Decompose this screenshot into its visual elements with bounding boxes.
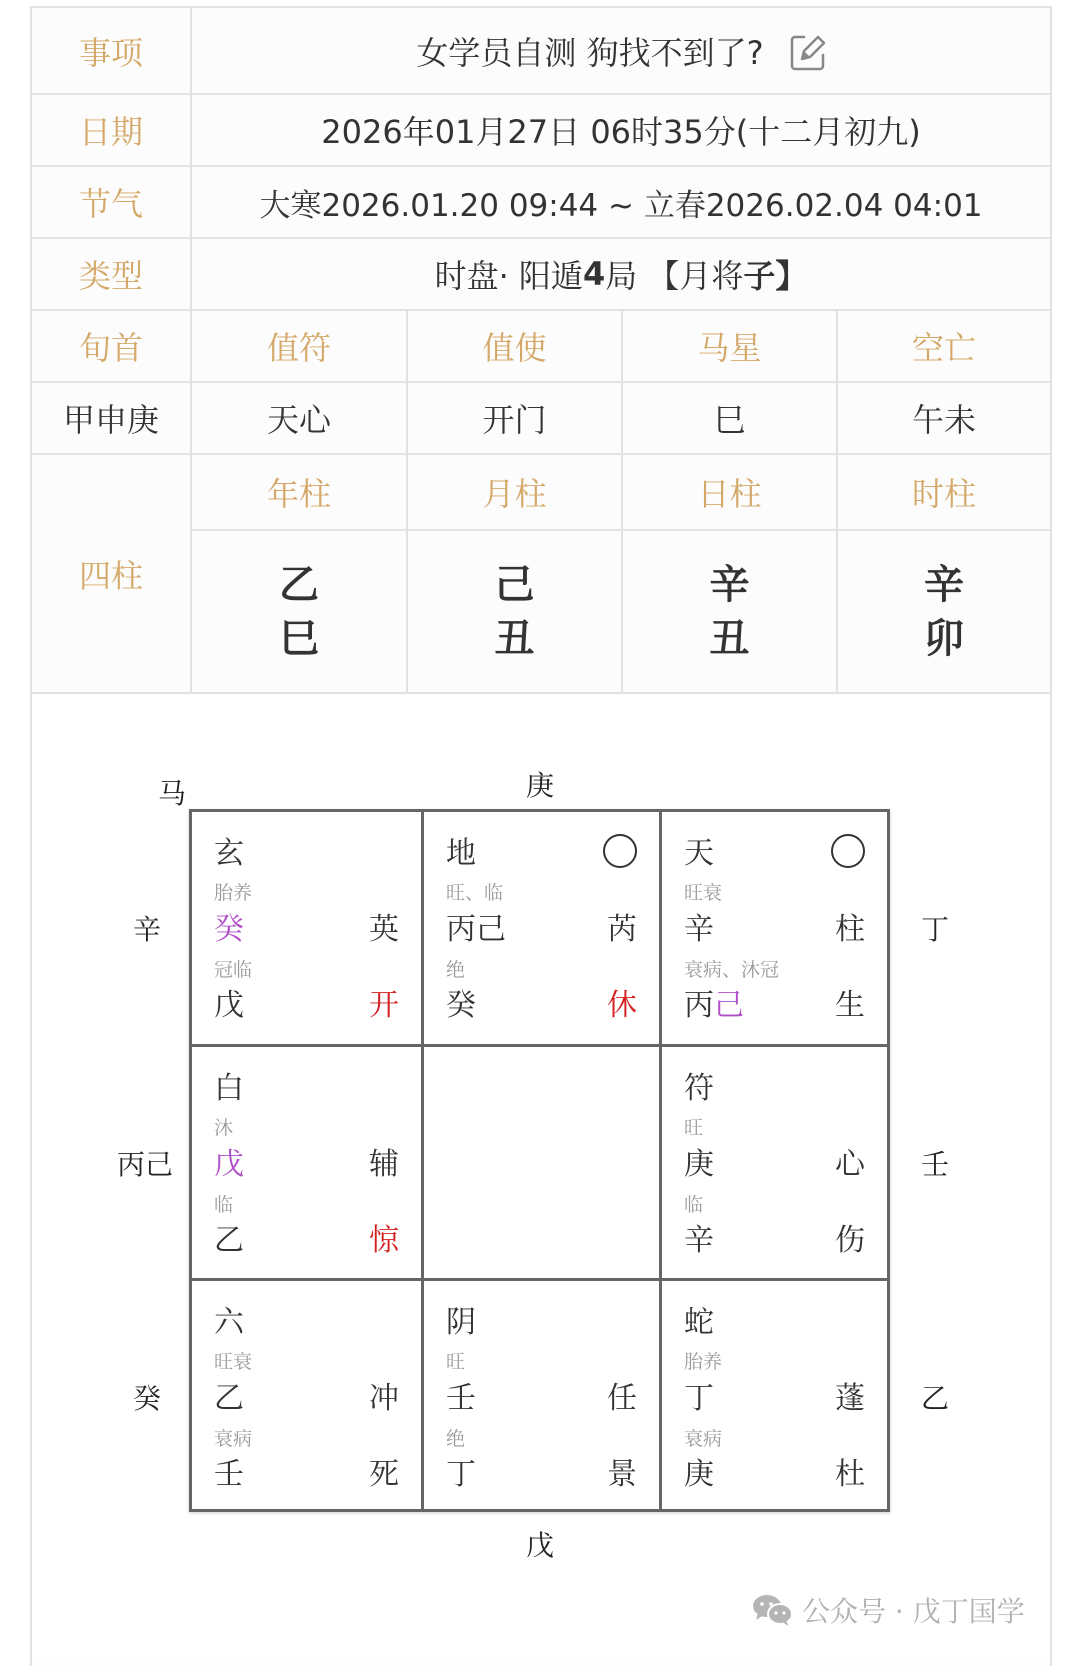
horse-marker: 马 (158, 777, 187, 810)
deity: 天 (684, 836, 714, 871)
earth-state: 绝 (446, 1428, 466, 1450)
heaven-state: 沐 (214, 1117, 234, 1139)
earth-state: 绝 (446, 959, 466, 981)
heaven-stem: 乙 (214, 1381, 244, 1416)
pillar-day (623, 531, 838, 694)
door: 惊 (369, 1223, 399, 1258)
ju-number: 4 (582, 255, 606, 293)
pillar-hour-stem: 辛 (924, 561, 964, 608)
pillar-day-stem: 辛 (709, 561, 750, 608)
earth-state: 衰病 (214, 1428, 253, 1450)
solar-term-label: 节气 (32, 167, 192, 239)
outer-right-stem-bottom: 乙 (921, 1382, 950, 1415)
outer-right-stem-top: 丁 (921, 913, 950, 946)
deity: 六 (214, 1305, 244, 1340)
kongwang-circle-icon (603, 834, 637, 868)
heaven-stem: 丁 (684, 1381, 714, 1416)
star: 冲 (369, 1381, 399, 1416)
heaven-state: 胎养 (684, 1351, 723, 1373)
star: 英 (369, 912, 399, 947)
header-kongwang: 空亡 (838, 311, 1052, 383)
pillar-header-hour: 时柱 (838, 455, 1052, 531)
door: 景 (607, 1457, 637, 1492)
deity: 地 (446, 836, 476, 871)
matter-value: 女学员自测 狗找不到了? (416, 33, 764, 72)
edit-icon[interactable] (790, 33, 826, 69)
earth-stem: 丙 (684, 988, 714, 1023)
pillar-month (408, 531, 623, 694)
heaven-state: 旺衰 (684, 882, 723, 904)
earth-stem: 丁 (446, 1457, 476, 1492)
pillar-year-stem: 乙 (279, 561, 319, 608)
heaven-state: 旺、临 (446, 882, 504, 904)
star: 柱 (835, 912, 865, 947)
deity: 蛇 (684, 1305, 714, 1340)
pillar-header-year: 年柱 (192, 455, 408, 531)
deity: 白 (214, 1071, 244, 1106)
outer-left-stem-mid: 丙己 (117, 1148, 174, 1181)
heaven-state: 旺衰 (214, 1351, 253, 1373)
pillar-day-branch: 丑 (709, 615, 750, 662)
earth-stem-2: 己 (714, 988, 744, 1023)
palace-xun[interactable] (192, 812, 421, 1044)
palace-dui[interactable] (662, 1047, 887, 1278)
heaven-stem: 壬 (446, 1381, 476, 1416)
matter-label: 事项 (32, 8, 192, 95)
pillar-year-branch: 巳 (279, 615, 319, 662)
door: 生 (835, 988, 865, 1023)
header-zhishi: 值使 (408, 311, 623, 383)
matter-value-cell (192, 8, 1052, 95)
star: 任 (607, 1381, 637, 1416)
earth-stem: 辛 (684, 1223, 714, 1258)
outer-left-stem-bottom: 癸 (133, 1382, 162, 1415)
value-zhishi: 开门 (408, 383, 623, 455)
pillar-month-branch: 丑 (494, 615, 535, 662)
door: 伤 (835, 1223, 865, 1258)
type-label: 类型 (32, 239, 192, 311)
type-prefix: 时盘· 阳遁 (434, 257, 583, 295)
palace-kun[interactable] (662, 812, 887, 1044)
heaven-stem: 庚 (684, 1147, 714, 1182)
outer-left-stem-top: 辛 (133, 913, 162, 946)
heaven-state: 旺 (446, 1351, 466, 1373)
kongwang-circle-icon (831, 834, 865, 868)
earth-stem: 乙 (214, 1223, 244, 1258)
star: 心 (835, 1147, 865, 1182)
pillar-hour-branch: 卯 (924, 615, 964, 662)
earth-stem: 庚 (684, 1457, 714, 1492)
deity: 阴 (446, 1305, 476, 1340)
pillar-header-day: 日柱 (623, 455, 838, 531)
earth-state: 冠临 (214, 959, 253, 981)
palace-qian[interactable] (662, 1281, 887, 1512)
watermark (752, 1590, 1025, 1630)
type-suffix: 】 (775, 257, 808, 295)
solar-term-value: 大寒2026.01.20 09:44 ~ 立春2026.02.04 04:01 (192, 167, 1052, 239)
heaven-state: 胎养 (214, 882, 253, 904)
earth-state: 衰病、沐冠 (684, 959, 780, 981)
star: 辅 (369, 1147, 399, 1182)
door: 杜 (835, 1457, 865, 1492)
palace-li[interactable] (424, 812, 659, 1044)
pillar-month-stem: 己 (494, 561, 535, 608)
palace-gen[interactable] (192, 1281, 421, 1512)
earth-stem: 癸 (446, 988, 476, 1023)
heaven-stem: 丙己 (446, 912, 506, 947)
deity: 符 (684, 1071, 714, 1106)
star: 芮 (607, 912, 637, 947)
earth-stem: 壬 (214, 1457, 244, 1492)
star: 蓬 (835, 1381, 865, 1416)
header-zhifu: 值符 (192, 311, 408, 383)
door: 开 (369, 988, 399, 1023)
value-zhifu: 天心 (192, 383, 408, 455)
deity: 玄 (214, 836, 244, 871)
palace-zhen[interactable] (192, 1047, 421, 1278)
pillar-hour (838, 531, 1052, 694)
date-value: 2026年01月27日 06时35分(十二月初九) (192, 95, 1052, 167)
heaven-state: 旺 (684, 1117, 704, 1139)
pillar-year (192, 531, 408, 694)
earth-state: 临 (214, 1194, 234, 1216)
earth-state: 临 (684, 1194, 704, 1216)
outer-bottom-stem: 戊 (526, 1529, 555, 1562)
value-maxing: 巳 (623, 383, 838, 455)
yue-jiang: 子 (743, 257, 776, 295)
watermark-text: 公众号 · 戊丁国学 (802, 1595, 1025, 1628)
header-maxing: 马星 (623, 311, 838, 383)
door: 休 (607, 988, 637, 1023)
header-xunshou: 旬首 (32, 311, 192, 383)
palace-kan[interactable] (424, 1281, 659, 1512)
type-value (192, 239, 1052, 311)
door: 死 (369, 1457, 399, 1492)
date-label: 日期 (32, 95, 192, 167)
value-kongwang: 午未 (838, 383, 1052, 455)
palace-center (424, 1047, 659, 1278)
heaven-stem: 辛 (684, 912, 714, 947)
qimen-board (189, 809, 890, 1512)
four-pillars-label: 四柱 (32, 455, 192, 694)
earth-state: 衰病 (684, 1428, 723, 1450)
wechat-icon (752, 1593, 794, 1627)
type-mid: 局 【月将 (605, 257, 744, 295)
outer-top-stem: 庚 (526, 769, 555, 802)
pillar-header-month: 月柱 (408, 455, 623, 531)
heaven-stem: 戊 (214, 1147, 244, 1182)
earth-stem: 戊 (214, 988, 244, 1023)
value-xunshou: 甲申庚 (32, 383, 192, 455)
heaven-stem: 癸 (214, 912, 244, 947)
outer-right-stem-mid: 壬 (921, 1148, 950, 1181)
